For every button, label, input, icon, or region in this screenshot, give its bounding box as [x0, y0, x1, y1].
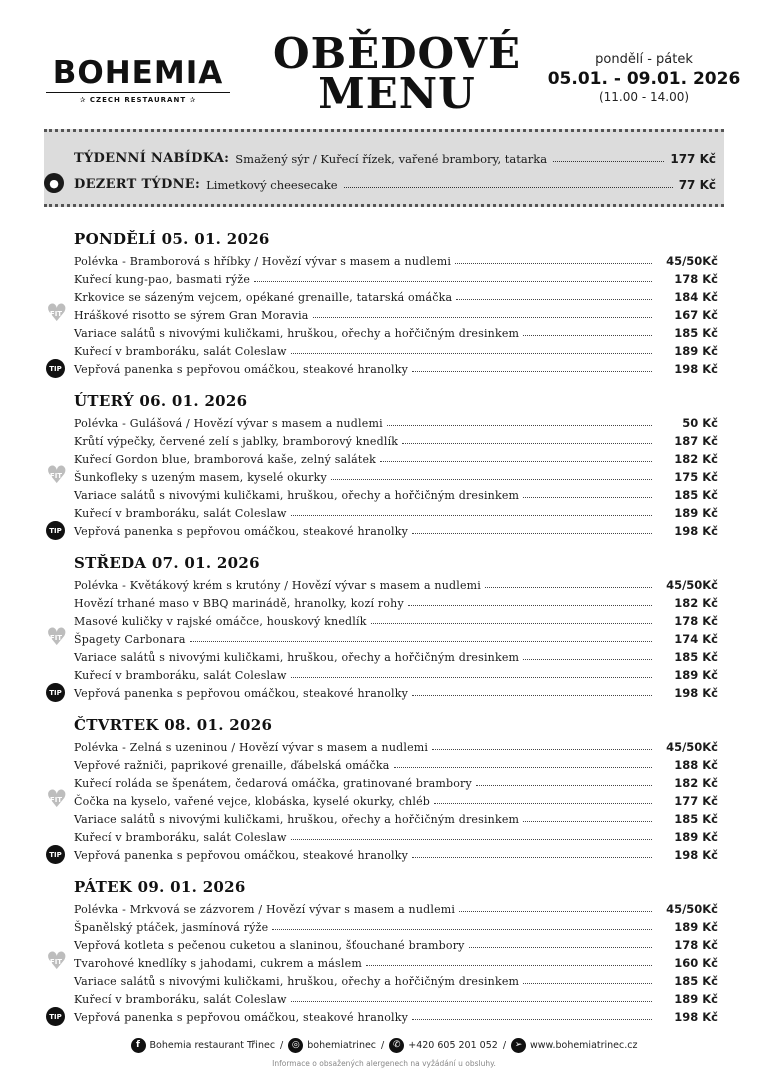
- menu-item-name: Polévka - Bramborová s hříbky / Hovězí vývar s masem a nudlemi: [74, 255, 452, 268]
- weekly-offer-row: [74, 146, 716, 166]
- menu-item-price: 182 Kč: [674, 776, 718, 790]
- fit-badge-text: ♥ FIT: [49, 958, 63, 966]
- menu-item-price: 175 Kč: [674, 470, 718, 484]
- dot-leader: [371, 623, 652, 624]
- tip-badge-text: TIP: [49, 1012, 62, 1021]
- instagram-link[interactable]: [288, 1038, 376, 1053]
- fit-badge-text: ♥ FIT: [49, 634, 63, 642]
- dot-leader: [432, 749, 652, 750]
- menu-item-price: 160 Kč: [674, 956, 718, 970]
- menu-item-price: 189 Kč: [674, 506, 718, 520]
- tip-badge-text: TIP: [49, 526, 62, 535]
- facebook-text: Bohemia restaurant Třinec: [149, 1039, 276, 1051]
- menu-item-name: Čočka na kyselo, vařené vejce, klobáska, kyselé okurky, chléb: [74, 795, 431, 808]
- dot-leader: [291, 1001, 652, 1002]
- menu-item: [74, 322, 718, 340]
- menu-title-line2: MENU: [318, 69, 476, 118]
- menu-item: [74, 898, 718, 916]
- dot-leader: [291, 839, 652, 840]
- menu-item-price: 185 Kč: [674, 326, 718, 340]
- day-title: PONDĚLÍ 05. 01. 2026: [74, 230, 270, 248]
- menu-item: [74, 484, 718, 502]
- menu-item: [74, 754, 718, 772]
- menu-item: [49, 304, 718, 322]
- menu-item: [74, 610, 718, 628]
- menu-item-price: 45/50Kč: [666, 254, 718, 268]
- dot-leader: [434, 803, 652, 804]
- menu-item: [74, 808, 718, 826]
- weekly-offer-text: Smažený sýr / Kuřecí řízek, vařené brambory, tatarka: [235, 152, 548, 166]
- dot-leader: [380, 461, 652, 462]
- day-title: STŘEDA 07. 01. 2026: [74, 554, 260, 572]
- serving-hours: (11.00 - 14.00): [598, 90, 690, 104]
- menu-item-price: 188 Kč: [674, 758, 718, 772]
- menu-item-price: 45/50Kč: [666, 740, 718, 754]
- menu-item-name: Vepřová panenka s pepřovou omáčkou, steakové hranolky: [74, 363, 409, 376]
- menu-item-price: 189 Kč: [674, 920, 718, 934]
- menu-item: [74, 430, 718, 448]
- phone-link[interactable]: [389, 1038, 498, 1053]
- dot-leader: [523, 983, 652, 984]
- web-link[interactable]: [511, 1038, 637, 1053]
- menu-item: [49, 520, 718, 538]
- facebook-icon: f: [131, 1038, 146, 1053]
- menu-item-price: 185 Kč: [674, 488, 718, 502]
- menu-item: [49, 952, 718, 970]
- weekly-dessert-text: Limetkový cheesecake: [206, 178, 338, 192]
- menu-item-name: Špagety Carbonara: [74, 633, 186, 646]
- weekly-offer-price: 177 Kč: [670, 152, 716, 166]
- menu-item-name: Tvarohové knedlíky s jahodami, cukrem a máslem: [74, 957, 362, 970]
- menu-item: [74, 664, 718, 682]
- menu-item-price: 189 Kč: [674, 344, 718, 358]
- menu-item-name: Vepřová panenka s pepřovou omáčkou, steakové hranolky: [74, 525, 409, 538]
- fit-badge-icon: [46, 953, 66, 971]
- menu-item: [74, 286, 718, 304]
- menu-item: [49, 1006, 718, 1024]
- menu-item-name: Polévka - Gulášová / Hovězí vývar s masem a nudlemi: [74, 417, 383, 430]
- day-section: [49, 552, 718, 700]
- weekly-offer-label: TÝDENNÍ NABÍDKA:: [74, 151, 230, 166]
- weekly-dessert-price: 77 Kč: [678, 178, 716, 192]
- menu-item: [49, 790, 718, 808]
- menu-title-line1: OBĚDOVÉ: [273, 29, 521, 78]
- menu-item-name: Polévka - Květákový krém s krutóny / Hovězí vývar s masem a nudlemi: [74, 579, 481, 592]
- instagram-icon: ◎: [288, 1038, 303, 1053]
- menu-item: [74, 970, 718, 988]
- menu-item: [74, 736, 718, 754]
- fit-badge-icon: [46, 305, 66, 323]
- menu-item-name: Variace salátů s nivovými kuličkami, hruškou, ořechy a hořčičným dresinkem: [74, 651, 520, 664]
- menu-item: [74, 826, 718, 844]
- tip-badge-text: TIP: [49, 364, 62, 373]
- menu-item-price: 198 Kč: [674, 848, 718, 862]
- menu-item: [74, 502, 718, 520]
- menu-item-price: 189 Kč: [674, 830, 718, 844]
- tip-badge-icon: [46, 845, 65, 864]
- dot-leader: [523, 659, 652, 660]
- menu-item-price: 178 Kč: [674, 938, 718, 952]
- menu-item-price: 198 Kč: [674, 1010, 718, 1024]
- logo-subtitle: [46, 96, 230, 104]
- dot-leader: [412, 857, 652, 858]
- menu-title: [262, 29, 532, 118]
- phone-icon: ✆: [389, 1038, 404, 1053]
- weekly-dessert-row: [49, 172, 716, 192]
- dot-leader: [523, 497, 652, 498]
- web-text: www.bohemiatrinec.cz: [530, 1039, 638, 1051]
- menu-item-price: 45/50Kč: [666, 578, 718, 592]
- menu-item-name: Španělský ptáček, jasmínová rýže: [74, 921, 269, 934]
- menu-item-name: Masové kuličky v rajské omáčce, houskový knedlík: [74, 615, 367, 628]
- menu-item: [74, 592, 718, 610]
- dot-leader: [313, 317, 652, 318]
- menu-item: [74, 412, 718, 430]
- tip-badge-icon: [46, 359, 65, 378]
- day-section: [49, 228, 718, 376]
- menu-item-name: Kuřecí v bramboráku, salát Coleslaw: [74, 345, 287, 358]
- menu-item-price: 189 Kč: [674, 668, 718, 682]
- menu-item-price: 177 Kč: [674, 794, 718, 808]
- menu-item-price: 189 Kč: [674, 992, 718, 1006]
- weekly-offer-band: [44, 129, 724, 207]
- dot-leader: [523, 335, 652, 336]
- weekday-range: pondělí - pátek: [595, 52, 693, 67]
- star-icon: ✰: [79, 96, 87, 104]
- web-icon: ➢: [511, 1038, 526, 1053]
- dot-leader: [485, 587, 652, 588]
- menu-item: [49, 682, 718, 700]
- menu-item-price: 174 Kč: [674, 632, 718, 646]
- menu-item-price: 167 Kč: [674, 308, 718, 322]
- day-section: [49, 876, 718, 1024]
- menu-item-price: 184 Kč: [674, 290, 718, 304]
- dot-leader: [291, 353, 652, 354]
- menu-item-name: Variace salátů s nivovými kuličkami, hruškou, ořechy a hořčičným dresinkem: [74, 489, 520, 502]
- logo-name: BOHEMIA: [52, 55, 224, 91]
- menu-item-name: Polévka - Zelná s uzeninou / Hovězí vývar s masem a nudlemi: [74, 741, 429, 754]
- phone-text: +420 605 201 052: [408, 1039, 498, 1051]
- menu-item-name: Variace salátů s nivovými kuličkami, hruškou, ořechy a hořčičným dresinkem: [74, 813, 520, 826]
- menu-item-price: 185 Kč: [674, 650, 718, 664]
- menu-item-name: Hráškové risotto se sýrem Gran Moravia: [74, 309, 309, 322]
- star-icon: ✰: [189, 96, 197, 104]
- menu-item: [74, 646, 718, 664]
- header: [0, 0, 768, 130]
- menu-item-name: Variace salátů s nivovými kuličkami, hruškou, ořechy a hořčičným dresinkem: [74, 975, 520, 988]
- dot-leader: [523, 821, 652, 822]
- menu-item: [49, 844, 718, 862]
- menu-item-price: 198 Kč: [674, 362, 718, 376]
- menu-item-price: 185 Kč: [674, 974, 718, 988]
- dot-leader: [456, 299, 652, 300]
- menu-item-price: 198 Kč: [674, 524, 718, 538]
- menu-item: [74, 988, 718, 1006]
- dot-leader: [455, 263, 652, 264]
- menu-item: [74, 916, 718, 934]
- menu-item: [74, 574, 718, 592]
- date-block: [540, 52, 748, 104]
- dot-leader: [459, 911, 652, 912]
- tip-badge-text: TIP: [49, 850, 62, 859]
- fit-badge-icon: [46, 629, 66, 647]
- menu-item-name: Kuřecí v bramboráku, salát Coleslaw: [74, 993, 287, 1006]
- menu-item-price: 182 Kč: [674, 596, 718, 610]
- dot-leader: [387, 425, 652, 426]
- dot-leader: [412, 533, 652, 534]
- dot-leader: [291, 515, 652, 516]
- menu-item-name: Polévka - Mrkvová se zázvorem / Hovězí vývar s masem a nudlemi: [74, 903, 456, 916]
- menu-item: [74, 250, 718, 268]
- separator: /: [502, 1039, 507, 1051]
- allergen-note: Informace o obsažených alergenech na vyžádání u obsluhy.: [272, 1059, 496, 1068]
- menu-item: [74, 772, 718, 790]
- footer-contacts: [0, 1035, 768, 1055]
- dot-leader: [331, 479, 652, 480]
- dot-leader: [394, 767, 652, 768]
- menu-item: [74, 268, 718, 286]
- menu-item-name: Kuřecí v bramboráku, salát Coleslaw: [74, 669, 287, 682]
- menu-item-name: Vepřová panenka s pepřovou omáčkou, steakové hranolky: [74, 687, 409, 700]
- dot-leader: [291, 677, 652, 678]
- fit-badge-icon: [46, 467, 66, 485]
- dot-leader: [412, 695, 652, 696]
- dot-leader: [412, 371, 652, 372]
- menu-item-price: 185 Kč: [674, 812, 718, 826]
- menu-item-price: 178 Kč: [674, 614, 718, 628]
- cake-icon: ●: [44, 173, 64, 193]
- day-section: [49, 714, 718, 862]
- menu-item-price: 178 Kč: [674, 272, 718, 286]
- day-title: ČTVRTEK 08. 01. 2026: [74, 716, 273, 734]
- menu-item-name: Vepřová kotleta s pečenou cuketou a slaninou, šťouchané brambory: [74, 939, 465, 952]
- logo-subtitle-text: CZECH RESTAURANT: [89, 96, 187, 104]
- menu-item: [74, 340, 718, 358]
- dot-leader: [408, 605, 652, 606]
- menu-item-price: 182 Kč: [674, 452, 718, 466]
- tip-badge-icon: [46, 1007, 65, 1026]
- logo: [46, 56, 230, 104]
- tip-badge-text: TIP: [49, 688, 62, 697]
- dot-leader: [272, 929, 652, 930]
- dot-leader: [366, 965, 652, 966]
- menu-item-name: Krkovice se sázeným vejcem, opékané grenaille, tatarská omáčka: [74, 291, 453, 304]
- menu-item-price: 187 Kč: [674, 434, 718, 448]
- menu-item-name: Vepřová panenka s pepřovou omáčkou, steakové hranolky: [74, 849, 409, 862]
- dot-leader: [254, 281, 652, 282]
- day-title: PÁTEK 09. 01. 2026: [74, 878, 246, 896]
- day-section: [49, 390, 718, 538]
- fit-badge-icon: [46, 791, 66, 809]
- tip-badge-icon: [46, 683, 65, 702]
- separator: /: [381, 1039, 385, 1051]
- instagram-text: bohemiatrinec: [307, 1039, 377, 1051]
- separator: /: [280, 1039, 284, 1051]
- logo-rule: [46, 92, 230, 93]
- fit-badge-text: ♥ FIT: [49, 796, 63, 804]
- dot-leader: [402, 443, 652, 444]
- fit-badge-text: ♥ FIT: [49, 310, 63, 318]
- dot-leader: [553, 161, 664, 162]
- menu-item-name: Hovězí trhané maso v BBQ marinádě, hranolky, kozí rohy: [74, 597, 404, 610]
- menu-item-name: Šunkofleky s uzeným masem, kyselé okurky: [74, 471, 327, 484]
- date-range: 05.01. - 09.01. 2026: [547, 69, 741, 89]
- menu-item-price: 198 Kč: [674, 686, 718, 700]
- dot-leader: [412, 1019, 652, 1020]
- menu-item: [49, 358, 718, 376]
- fit-badge-text: ♥ FIT: [49, 472, 63, 480]
- menu-item-name: Vepřová panenka s pepřovou omáčkou, steakové hranolky: [74, 1011, 409, 1024]
- facebook-link[interactable]: [131, 1038, 276, 1053]
- dot-leader: [469, 947, 652, 948]
- menu-item: [74, 934, 718, 952]
- tip-badge-icon: [46, 521, 65, 540]
- dot-leader: [476, 785, 652, 786]
- day-title: ÚTERÝ 06. 01. 2026: [74, 392, 248, 410]
- menu-item-name: Krůtí výpečky, červené zelí s jablky, bramborový knedlík: [74, 435, 399, 448]
- menu-item-name: Kuřecí v bramboráku, salát Coleslaw: [74, 507, 287, 520]
- menu-item: [49, 466, 718, 484]
- menu-item-name: Kuřecí Gordon blue, bramborová kaše, zelný salátek: [74, 453, 377, 466]
- menu-item: [74, 448, 718, 466]
- dot-leader: [190, 641, 652, 642]
- weekly-dessert-label: DEZERT TÝDNE:: [74, 177, 201, 192]
- menu-item-name: Vepřové ražniči, paprikové grenaille, ďábelská omáčka: [74, 759, 390, 772]
- menu-item-name: Kuřecí roláda se špenátem, čedarová omáčka, gratinované brambory: [74, 777, 472, 790]
- dot-leader: [344, 187, 673, 188]
- menu-item-name: Variace salátů s nivovými kuličkami, hruškou, ořechy a hořčičným dresinkem: [74, 327, 520, 340]
- menu-item-price: 45/50Kč: [666, 902, 718, 916]
- menu-item: [49, 628, 718, 646]
- menu-item-name: Kuřecí kung-pao, basmati rýže: [74, 273, 251, 286]
- menu-item-price: 50 Kč: [682, 416, 718, 430]
- menu-item-name: Kuřecí v bramboráku, salát Coleslaw: [74, 831, 287, 844]
